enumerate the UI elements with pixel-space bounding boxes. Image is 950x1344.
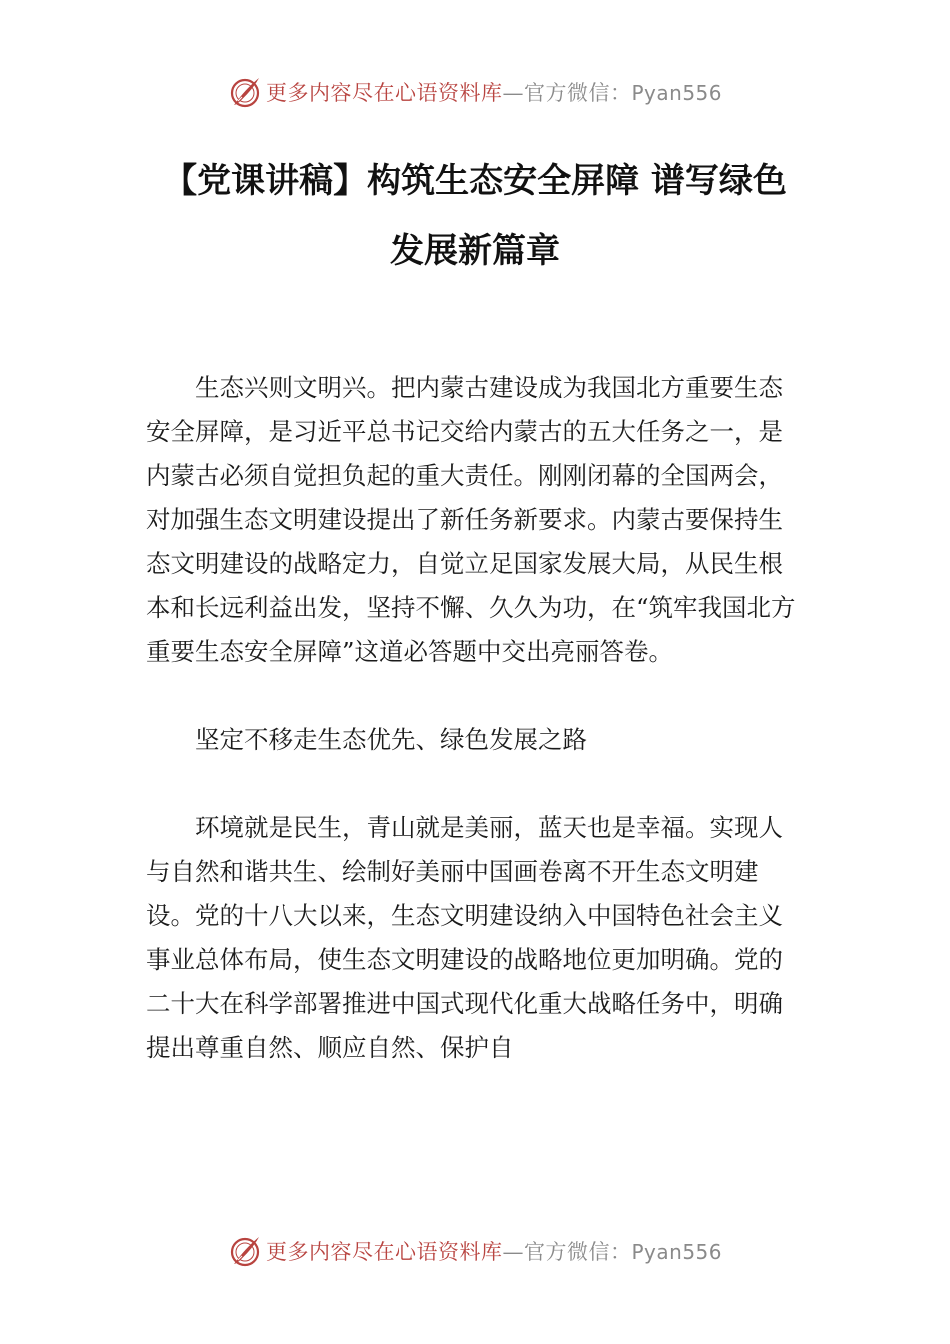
document-title <box>0 146 950 286</box>
watermark-library-name: 更多内容尽在心语资料库 <box>265 81 503 105</box>
watermark-library-name: 更多内容尽在心语资料库 <box>265 1240 503 1264</box>
body-paragraph: 环境就是民生，青山就是美丽，蓝天也是幸福。实现人与自然和谐共生、绘制好美丽中国画卷离不开生态文明建设。党的十八大以来，生态文明建设纳入中国特色社会主义事业总体布局，使生态文明建设的战略地位更加明确。党的二十大在科学部署推进中国式现代化重大战略任务中，明确提出尊重自然、顺应自然、保护自 <box>146 813 783 1062</box>
watermark-text <box>266 1236 722 1266</box>
title-line-1: 【党课讲稿】构筑生态安全屏障 谱写绿色 <box>163 161 787 201</box>
watermark-wechat-label: 官方微信： <box>523 1240 632 1264</box>
watermark-wechat-label: 官方微信： <box>523 81 632 105</box>
watermark-dash: — <box>502 81 524 105</box>
watermark-wechat-handle: Pyan556 <box>631 81 722 105</box>
watermark-wechat-handle: Pyan556 <box>631 1240 722 1264</box>
section-heading: 坚定不移走生态优先、绿色发展之路 <box>195 725 587 754</box>
paragraph-spacer <box>146 674 802 718</box>
quill-seal-logo-icon <box>228 1234 262 1268</box>
watermark-banner-bottom <box>0 1231 950 1271</box>
watermark-text <box>266 77 722 107</box>
document-body <box>146 366 802 1070</box>
quill-seal-logo-icon <box>228 75 262 109</box>
paragraph-spacer <box>146 762 802 806</box>
body-paragraph: 生态兴则文明兴。把内蒙古建设成为我国北方重要生态安全屏障，是习近平总书记交给内蒙古的五大任务之一，是内蒙古必须自觉担负起的重大责任。刚刚闭幕的全国两会，对加强生态文明建设提出了新任务新要求。内蒙古要保持生态文明建设的战略定力，自觉立足国家发展大局，从民生根本和长远利益出发，坚持不懈、久久为功，在“筑牢我国北方重要生态安全屏障”这道必答题中交出亮丽答卷。 <box>146 373 796 666</box>
title-line-2: 发展新篇章 <box>390 231 560 271</box>
watermark-banner-top <box>0 72 950 112</box>
watermark-dash: — <box>502 1240 524 1264</box>
